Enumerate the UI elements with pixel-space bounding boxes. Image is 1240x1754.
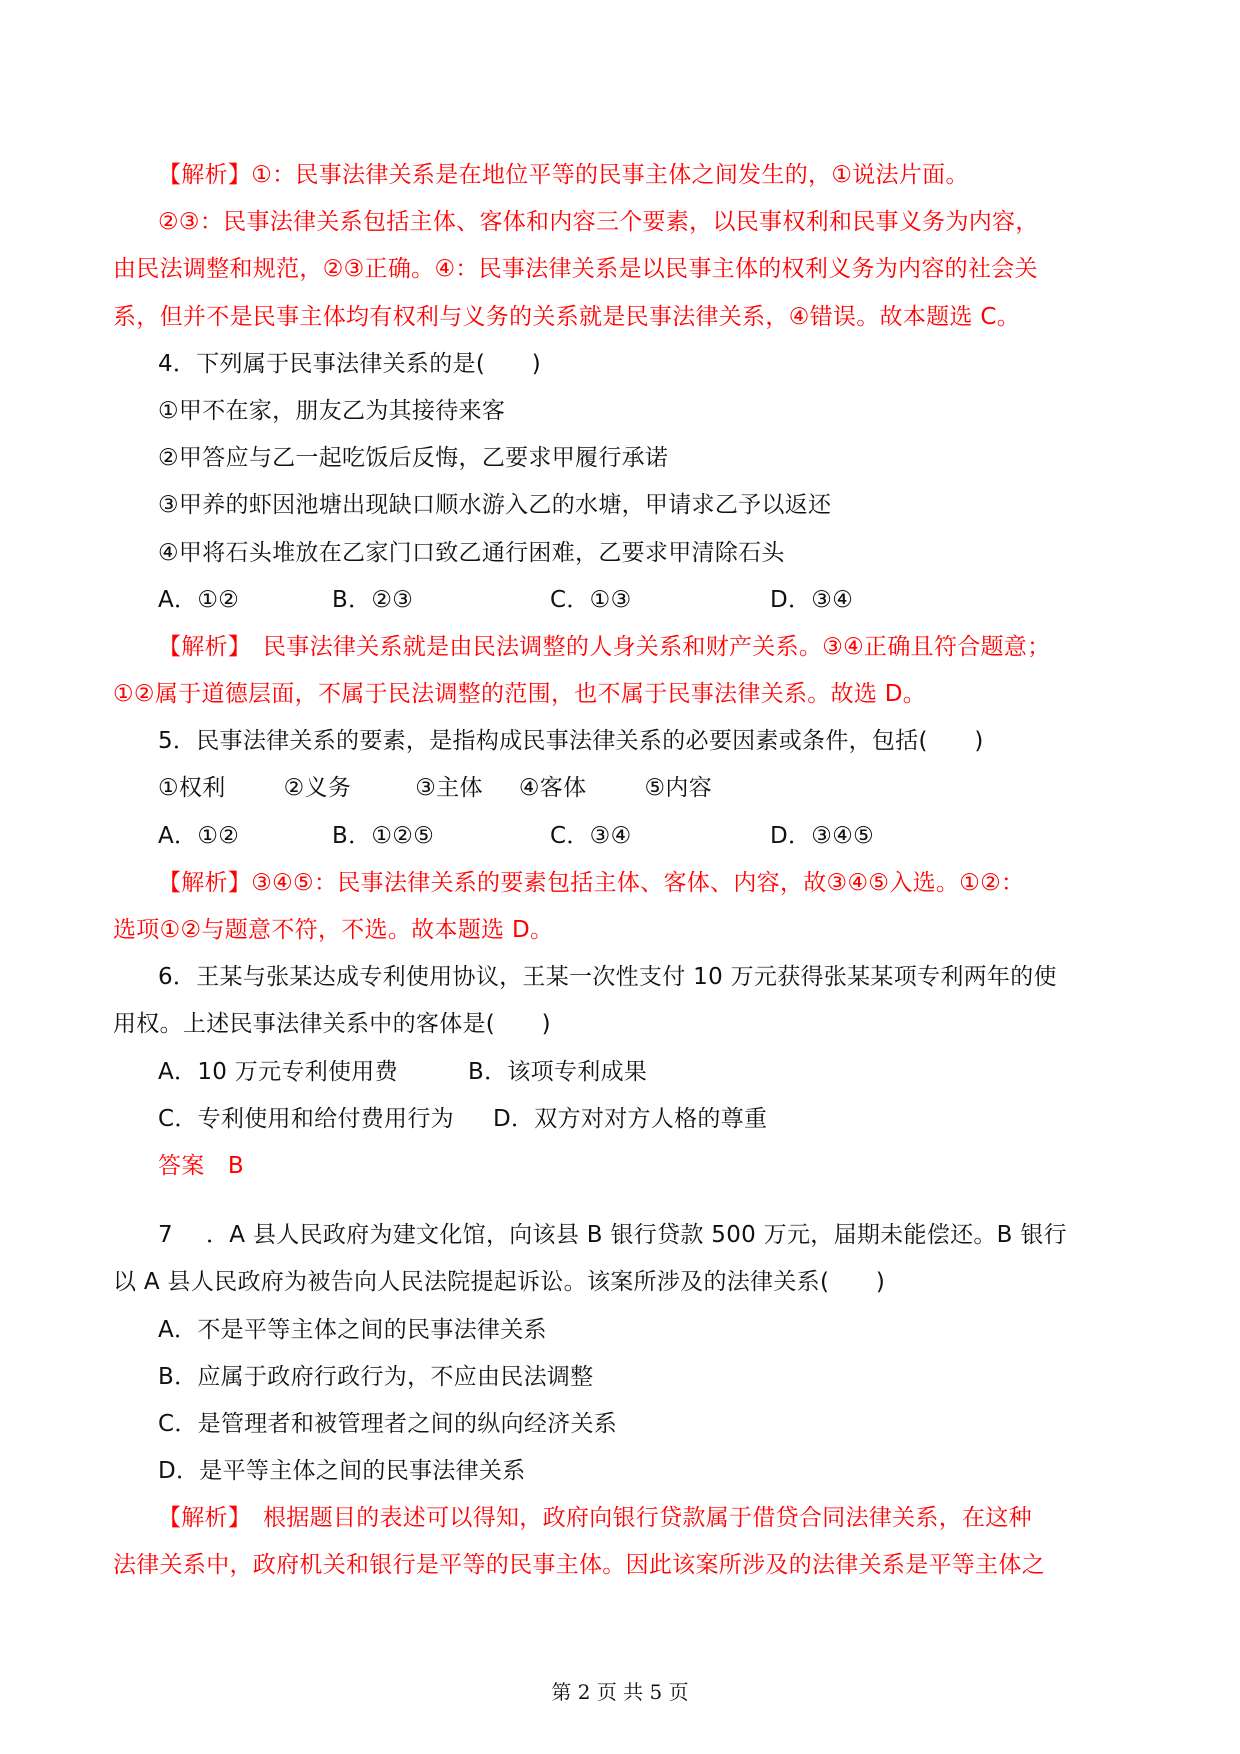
analysis-line: ②③：民事法律关系包括主体、客体和内容三个要素，以民事权利和民事义务为内容，	[158, 209, 1039, 236]
analysis-line: 由民法调整和规范，②③正确。④：民事法律关系是以民事主体的权利义务为内容的社会关	[113, 256, 1038, 283]
question-5	[113, 718, 1123, 954]
option-a: A．不是平等主体之间的民事法律关系	[158, 1316, 547, 1343]
options-row	[113, 1049, 1123, 1096]
question-stem: 以 A 县人民政府为被告向人民法院提起诉讼。该案所涉及的法律关系( )	[113, 1269, 886, 1296]
question-text: ．A 县人民政府为建文化馆，向该县 B 银行贷款 500 万元，届期未能偿还。B 银行	[206, 1222, 1067, 1249]
analysis-line: 【解析】③④⑤：民事法律关系的要素包括主体、客体、内容，故③④⑤入选。①②：	[158, 869, 1025, 896]
option-d: D．③④⑤	[770, 822, 875, 849]
question-stem: 5．民事法律关系的要素，是指构成民事法律关系的必要因素或条件，包括( )	[158, 728, 984, 755]
option-d: D．③④	[770, 586, 854, 613]
analysis-line: 【解析】 根据题目的表述可以得知，政府向银行贷款属于借贷合同法律关系，在这种	[158, 1505, 1032, 1532]
option-c: C．专利使用和给付费用行为	[158, 1105, 454, 1132]
option-d: D．双方对对方人格的尊重	[493, 1105, 768, 1132]
option-b: B．该项专利成果	[468, 1058, 648, 1085]
analysis-line: 【解析】①：民事法律关系是在地位平等的民事主体之间发生的，①说法片面。	[158, 162, 969, 188]
page-footer: 第 2 页 共 5 页	[551, 1680, 689, 1704]
item: ①权利	[158, 775, 226, 802]
option-c: C．①③	[550, 586, 632, 613]
analysis-line: 【解析】 民事法律关系就是由民法调整的人身关系和财产关系。③④正确且符合题意；	[158, 633, 1051, 660]
page-content	[113, 152, 1123, 1590]
items-row	[113, 765, 1123, 812]
question-stem: 用权。上述民事法律关系中的客体是( )	[113, 1011, 551, 1038]
option-a: A．10 万元专利使用费	[158, 1058, 398, 1085]
statement: ①甲不在家，朋友乙为其接待来客	[158, 397, 506, 424]
statement: ②甲答应与乙一起吃饭后反悔，乙要求甲履行承诺	[158, 445, 669, 472]
option-a: A．①②	[158, 586, 240, 613]
item: ②义务	[283, 775, 352, 802]
option-c: C．是管理者和被管理者之间的纵向经济关系	[158, 1410, 618, 1437]
answer: 答案 B	[158, 1152, 244, 1179]
spacer	[113, 1190, 1123, 1212]
q3-analysis	[113, 152, 1123, 341]
question-7	[113, 1212, 1123, 1590]
question-number: 7	[158, 1222, 173, 1249]
statement: ③甲养的虾因池塘出现缺口顺水游入乙的水塘，甲请求乙予以返还	[158, 492, 832, 519]
item: ⑤内容	[644, 775, 713, 802]
question-stem	[113, 1212, 1123, 1259]
analysis-line: ①②属于道德层面，不属于民法调整的范围，也不属于民事法律关系。故选 D。	[113, 681, 927, 708]
question-4	[113, 341, 1123, 719]
options-row	[113, 1096, 1123, 1143]
option-a: A．①②	[158, 822, 240, 849]
item: ④客体	[518, 775, 587, 802]
analysis-line: 系，但并不是民事主体均有权利与义务的关系就是民事法律关系，④错误。故本题选 C。	[113, 303, 1020, 330]
options-row	[113, 577, 1123, 624]
option-b: B．②③	[332, 586, 414, 613]
option-d: D．是平等主体之间的民事法律关系	[158, 1458, 526, 1485]
statement: ④甲将石头堆放在乙家门口致乙通行困难，乙要求甲清除石头	[158, 539, 785, 566]
option-b: B．应属于政府行政行为，不应由民法调整	[158, 1363, 594, 1390]
question-stem: 4．下列属于民事法律关系的是( )	[158, 350, 541, 377]
question-stem: 6．王某与张某达成专利使用协议，王某一次性支付 10 万元获得张某某项专利两年的使	[158, 964, 1057, 991]
analysis-line: 法律关系中，政府机关和银行是平等的民事主体。因此该案所涉及的法律关系是平等主体之	[113, 1552, 1045, 1579]
question-6	[113, 954, 1123, 1190]
options-row	[113, 813, 1123, 860]
item: ③主体	[415, 775, 483, 802]
analysis-line: 选项①②与题意不符，不选。故本题选 D。	[113, 917, 554, 943]
option-b: B．①②⑤	[332, 822, 435, 849]
option-c: C．③④	[550, 822, 632, 849]
